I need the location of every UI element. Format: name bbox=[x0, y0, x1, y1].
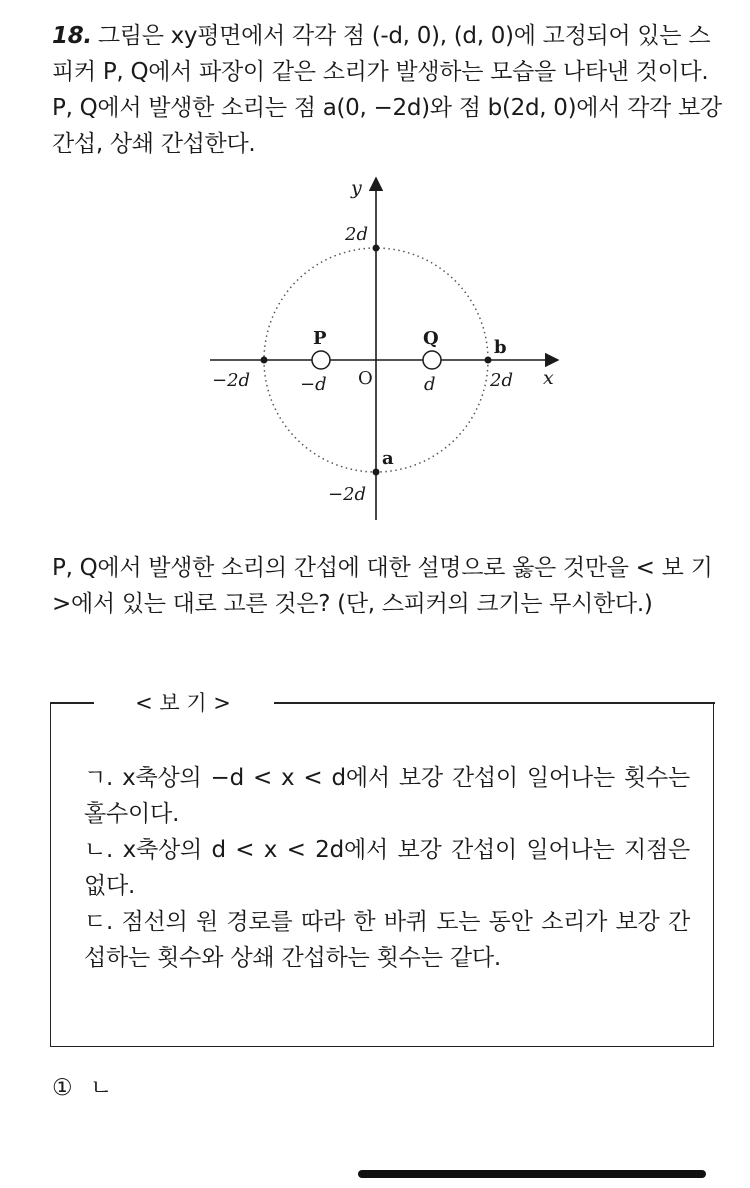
bogi-items-list bbox=[84, 760, 690, 976]
speaker-p-circle bbox=[312, 351, 330, 369]
answer-choice-1[interactable] bbox=[52, 1072, 112, 1104]
bogi-item-nieun: ㄴ. x축상의 d < x < 2d에서 보강 간섭이 일어나는 지점은 없다. bbox=[84, 837, 690, 899]
question-number: 18. bbox=[52, 23, 92, 49]
coordinate-diagram bbox=[200, 172, 580, 528]
speaker-q-circle bbox=[423, 351, 441, 369]
interference-figure bbox=[200, 172, 580, 528]
point-b-label: b bbox=[494, 337, 507, 358]
x-axis-label: x bbox=[543, 367, 554, 389]
point-b bbox=[485, 357, 492, 364]
speaker-p-label: P bbox=[313, 328, 327, 349]
choice-number-mark: ① bbox=[52, 1075, 73, 1101]
tick-label-2d-x: 2d bbox=[490, 370, 513, 391]
tick-label-neg-2d-y: −2d bbox=[328, 484, 367, 505]
bogi-title: < 보 기 > bbox=[135, 691, 231, 715]
speaker-q-label: Q bbox=[423, 328, 439, 349]
point-2d-y bbox=[373, 245, 380, 252]
point-neg-2d-x bbox=[261, 357, 268, 364]
tick-label-d: d bbox=[424, 374, 436, 395]
y-axis-label: y bbox=[351, 177, 362, 199]
question-prompt: P, Q에서 발생한 소리의 간섭에 대한 설명으로 옳은 것만을 < 보 기 >에서 있는 대로 고른 것은? (단, 스피커의 크기는 무시한다.) bbox=[52, 555, 713, 617]
point-a bbox=[373, 469, 380, 476]
tick-label-neg-2d-x: −2d bbox=[212, 370, 251, 391]
tick-label-2d-y: 2d bbox=[345, 224, 368, 245]
point-a-label: a bbox=[382, 448, 394, 469]
bogi-item-digeut: ㄷ. 점선의 원 경로를 따라 한 바퀴 도는 동안 소리가 보강 간섭하는 횟수와 상쇄 간섭하는 횟수는 같다. bbox=[84, 909, 690, 971]
bogi-item-giyeok: ㄱ. x축상의 −d < x < d에서 보강 간섭이 일어나는 횟수는 홀수이다. bbox=[84, 765, 690, 827]
question-body: 그림은 xy평면에서 각각 점 (-d, 0), (d, 0)에 고정되어 있는 스피커 P, Q에서 파장이 같은 소리가 발생하는 모습을 나타낸 것이다. P, Q에서 발생한 소리는 점 a(0, −2d)와 점 b(2d, 0)에서 각각 보강 간섭, 상쇄 간섭한다. bbox=[52, 23, 722, 157]
home-indicator-bar[interactable] bbox=[358, 1170, 706, 1178]
question-text-block bbox=[52, 18, 722, 162]
tick-label-neg-d: −d bbox=[300, 374, 327, 395]
origin-label: O bbox=[358, 368, 373, 389]
choice-text: ㄴ bbox=[89, 1075, 113, 1101]
